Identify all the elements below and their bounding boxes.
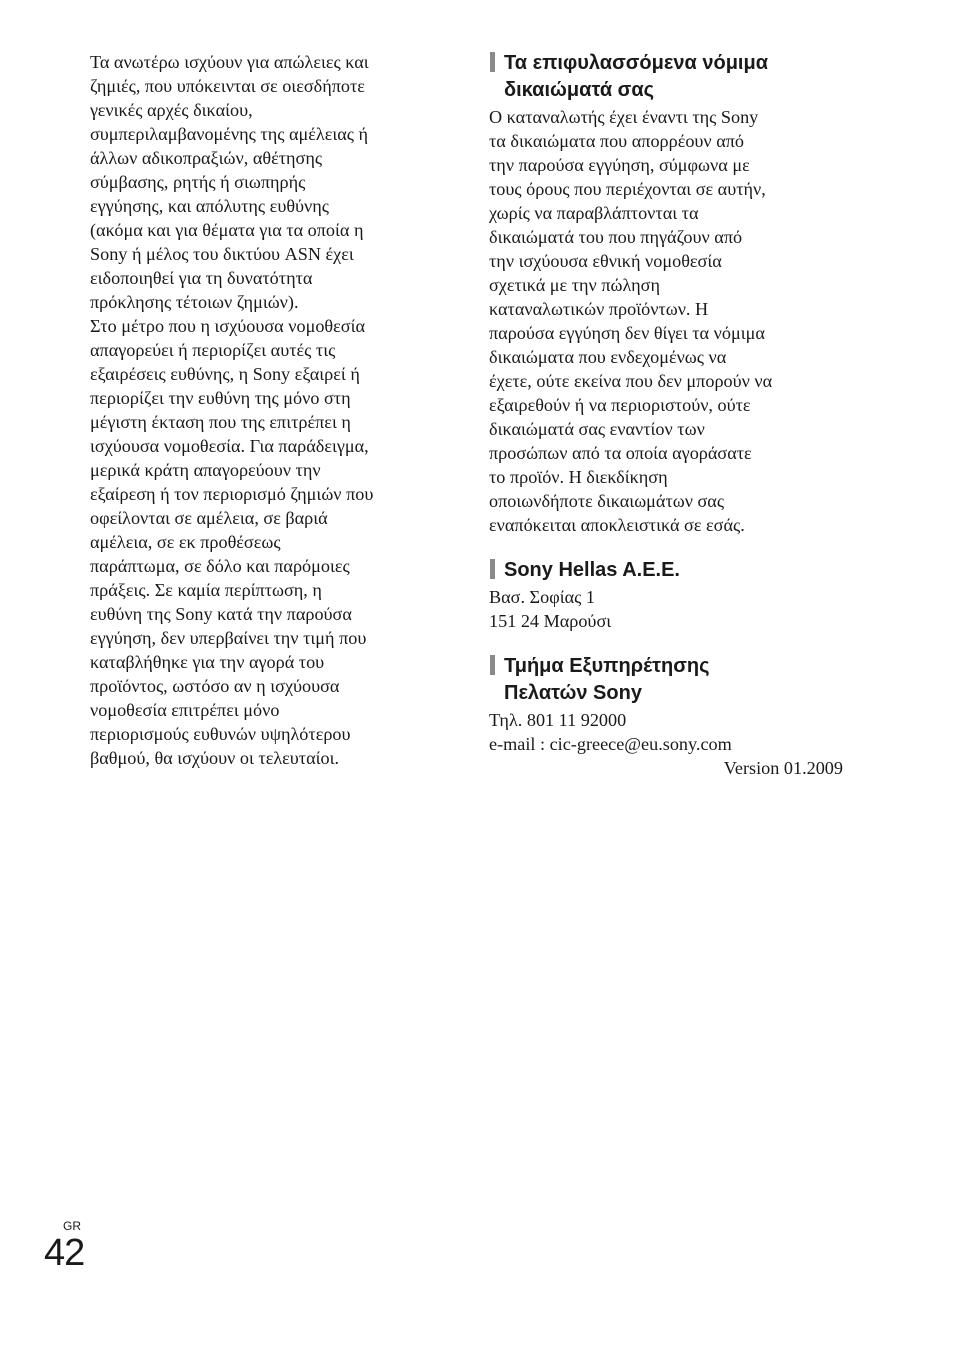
text-line: βαθμού, θα ισχύουν οι τελευταίοι. xyxy=(90,748,340,768)
text-line: πράξεις. Σε καμία περίπτωση, η xyxy=(90,580,322,600)
text-line: μερικά κράτη απαγορεύουν την xyxy=(90,460,321,480)
text-line: Στο μέτρο που η ισχύουσα νομοθεσία xyxy=(90,316,365,336)
heading-line: Τα επιφυλασσόμενα νόμιμα xyxy=(504,52,769,74)
text-line: παράπτωμα, σε δόλο και παρόμοιες xyxy=(90,556,350,576)
text-line: προσώπων από τα οποία αγοράσατε xyxy=(489,443,752,463)
text-line: πρόκλησης τέτοιων ζημιών). xyxy=(90,292,299,312)
text-line: καταβλήθηκε για την αγορά του xyxy=(90,652,325,672)
statutory-rights-body xyxy=(489,105,849,537)
text-line: δικαιώματά σας εναντίον των xyxy=(489,419,705,439)
language-code: GR xyxy=(63,1219,81,1233)
text-line: Ο καταναλωτής έχει έναντι της Sony xyxy=(489,107,759,127)
text-line: το προϊόν. Η διεκδίκηση xyxy=(489,467,668,487)
text-line: περιορίζει την ευθύνη της μόνο στη xyxy=(90,388,351,408)
page-number: 42 xyxy=(44,1232,85,1274)
text-line: καταναλωτικών προϊόντων. Η xyxy=(489,299,709,319)
text-line: εγγύηση, δεν υπερβαίνει την τιμή που xyxy=(90,628,367,648)
text-line: εξαιρέσεις ευθύνης, η Sony εξαιρεί ή xyxy=(90,364,360,384)
text-line: δικαιώματα που ενδεχομένως να xyxy=(489,347,727,367)
address-line: Βασ. Σοφίας 1 xyxy=(489,587,595,607)
text-line: χωρίς να παραβλάπτονται τα xyxy=(489,203,699,223)
heading-line: Sony Hellas A.E.E. xyxy=(504,559,680,581)
text-line: έχετε, ούτε εκείνα που δεν μπορούν να xyxy=(489,371,773,391)
left-column-text xyxy=(90,50,445,770)
text-line: Τα ανωτέρω ισχύουν για απώλειες και xyxy=(90,52,369,72)
email-address: e-mail : cic-greece@eu.sony.com xyxy=(489,734,732,754)
customer-service-heading xyxy=(489,653,849,707)
version-label: Version 01.2009 xyxy=(723,758,843,778)
heading-line: δικαιώματά σας xyxy=(504,79,655,101)
text-line: (ακόμα και για θέματα για τα οποία η xyxy=(90,220,364,240)
text-line: προϊόντος, ωστόσο αν η ισχύουσα xyxy=(90,676,340,696)
text-line: δικαιώματά του που πηγάζουν από xyxy=(489,227,743,247)
right-column xyxy=(489,50,849,780)
text-line: εξαιρεθούν ή να περιοριστούν, ούτε xyxy=(489,395,751,415)
text-line: εναπόκειται αποκλειστικά σε εσάς. xyxy=(489,515,745,535)
text-line: νομοθεσία επιτρέπει μόνο xyxy=(90,700,280,720)
text-line: οποιωνδήποτε δικαιωμάτων σας xyxy=(489,491,725,511)
text-line: παρούσα εγγύηση δεν θίγει τα νόμιμα xyxy=(489,323,765,343)
text-line: συμπεριλαμβανομένης της αμέλειας ή xyxy=(90,124,369,144)
text-line: απαγορεύει ή περιορίζει αυτές τις xyxy=(90,340,336,360)
text-line: ισχύουσα νομοθεσία. Για παράδειγμα, xyxy=(90,436,369,456)
heading-line: Τμήμα Εξυπηρέτησης xyxy=(504,655,710,677)
heading-line: Πελατών Sony xyxy=(504,682,642,704)
text-line: περιορισμούς ευθυνών υψηλότερου xyxy=(90,724,351,744)
text-line: τα δικαιώματα που απορρέουν από xyxy=(489,131,745,151)
text-line: εγγύησης, και απόλυτης ευθύνης xyxy=(90,196,329,216)
text-line: Sony ή μέλος του δικτύου ASN έχει xyxy=(90,244,354,264)
text-line: ειδοποιηθεί για τη δυνατότητα xyxy=(90,268,313,288)
text-line: την ισχύουσα εθνική νομοθεσία xyxy=(489,251,722,271)
text-line: άλλων αδικοπραξιών, αθέτησης xyxy=(90,148,323,168)
text-line: ζημιές, που υπόκεινται σε οιεσδήποτε xyxy=(90,76,365,96)
heading-bar-icon xyxy=(490,655,495,675)
text-line: αμέλεια, σε εκ προθέσεως xyxy=(90,532,281,552)
phone-number: Τηλ. 801 11 92000 xyxy=(489,710,627,730)
address-line: 151 24 Μαρούσι xyxy=(489,611,612,631)
text-line: μέγιστη έκταση που της επιτρέπει η xyxy=(90,412,351,432)
text-line: τους όρους που περιέχονται σε αυτήν, xyxy=(489,179,766,199)
statutory-rights-heading xyxy=(489,50,849,104)
text-line: εξαίρεση ή τον περιορισμό ζημιών που xyxy=(90,484,374,504)
text-line: γενικές αρχές δικαίου, xyxy=(90,100,253,120)
text-line: οφείλονται σε αμέλεια, σε βαριά xyxy=(90,508,328,528)
heading-bar-icon xyxy=(490,559,495,579)
text-line: σχετικά με την πώληση xyxy=(489,275,660,295)
sony-hellas-heading xyxy=(489,557,849,584)
sony-hellas-address xyxy=(489,585,849,633)
text-line: ευθύνη της Sony κατά την παρούσα xyxy=(90,604,352,624)
heading-bar-icon xyxy=(490,52,495,72)
customer-service-contact xyxy=(489,708,849,780)
text-line: σύμβασης, ρητής ή σιωπηρής xyxy=(90,172,306,192)
text-line: την παρούσα εγγύηση, σύμφωνα με xyxy=(489,155,750,175)
